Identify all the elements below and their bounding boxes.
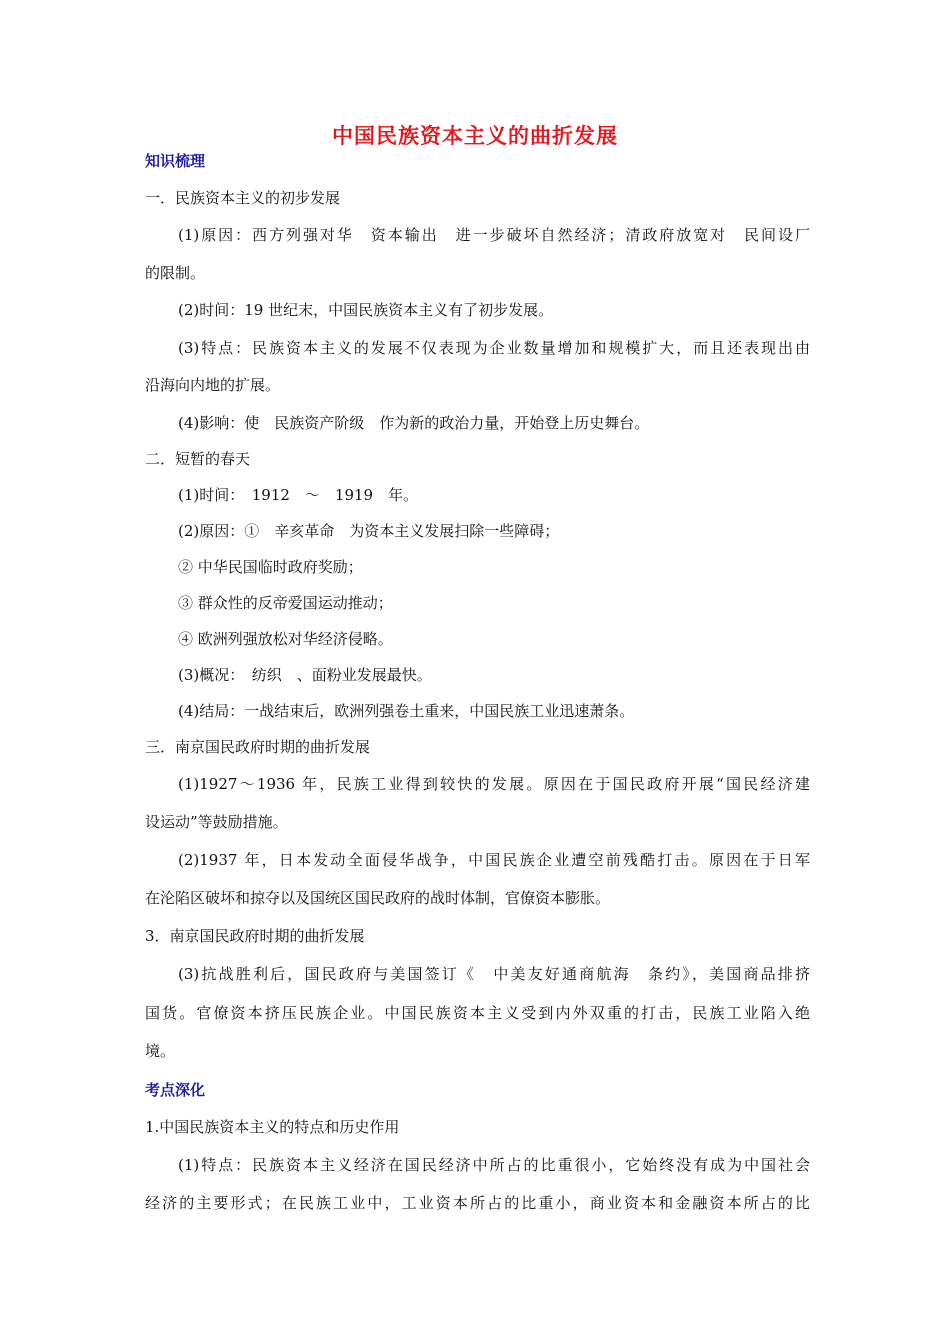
paragraph-line: (4)结局：一战结束后，欧洲列强卷土重来，中国民族工业迅速萧条。 [178, 702, 635, 720]
paragraph-line: 设运动”等鼓励措施。 [145, 813, 288, 831]
heading-part-1: 一．民族资本主义的初步发展 [145, 189, 341, 207]
paragraph-line: (1)特点：民族资本主义经济在国民经济中所占的比重很小，它始终没有成为中国社会 [178, 1156, 810, 1174]
paragraph-line: ② 中华民国临时政府奖励； [178, 558, 363, 576]
paragraph-line: (4)影响：使 民族资产阶级 作为新的政治力量，开始登上历史舞台。 [178, 414, 650, 432]
paragraph-line: 的限制。 [145, 264, 206, 282]
paragraph-line: (3)抗战胜利后，国民政府与美国签订《 中美友好通商航海 条约》，美国商品排挤 [178, 965, 810, 983]
paragraph-line: (1)原因：西方列强对华 资本输出 进一步破坏自然经济；清政府放宽对 民间设厂 [178, 226, 810, 244]
paragraph-line: 沿海向内地的扩展。 [145, 376, 281, 394]
paragraph-line: (3)特点：民族资本主义的发展不仅表现为企业数量增加和规模扩大，而且还表现出由 [178, 339, 810, 357]
paragraph-line: (3)概况： 纺织 、面粉业发展最快。 [178, 666, 432, 684]
heading-part-2: 二．短暂的春天 [145, 450, 251, 468]
paragraph-line: ④ 欧洲列强放松对华经济侵略。 [178, 630, 393, 648]
paragraph-line: (2)时间：19 世纪末，中国民族资本主义有了初步发展。 [178, 301, 554, 319]
paragraph-line: 境。 [145, 1042, 176, 1060]
paragraph-line: (2)1937 年，日本发动全面侵华战争，中国民族企业遭空前残酷打击。原因在于日军 [178, 851, 810, 869]
paragraph-line: 经济的主要形式；在民族工业中，工业资本所占的比重小，商业资本和金融资本所占的比 [145, 1194, 810, 1212]
paragraph-line: 在沦陷区破坏和掠夺以及国统区国民政府的战时体制，官僚资本膨胀。 [145, 889, 611, 907]
section-heading-deepening: 考点深化 [145, 1081, 206, 1099]
paragraph-line: (1)1927～1936 年，民族工业得到较快的发展。原因在于国民政府开展“国民经济建 [178, 775, 810, 793]
paragraph-line: (2)原因：① 辛亥革命 为资本主义发展扫除一些障碍； [178, 522, 560, 540]
heading-part-3b: 3．南京国民政府时期的曲折发展 [145, 927, 365, 945]
paragraph-line: ③ 群众性的反帝爱国运动推动； [178, 594, 393, 612]
heading-item-1: 1.中国民族资本主义的特点和历史作用 [145, 1118, 400, 1136]
paragraph-line: (1)时间： 1912 ～ 1919 年。 [178, 486, 419, 504]
document-title: 中国民族资本主义的曲折发展 [332, 123, 618, 148]
paragraph-line: 国货。官僚资本挤压民族企业。中国民族资本主义受到内外双重的打击，民族工业陷入绝 [145, 1004, 810, 1022]
section-heading-knowledge: 知识梳理 [145, 152, 206, 170]
heading-part-3: 三．南京国民政府时期的曲折发展 [145, 738, 371, 756]
